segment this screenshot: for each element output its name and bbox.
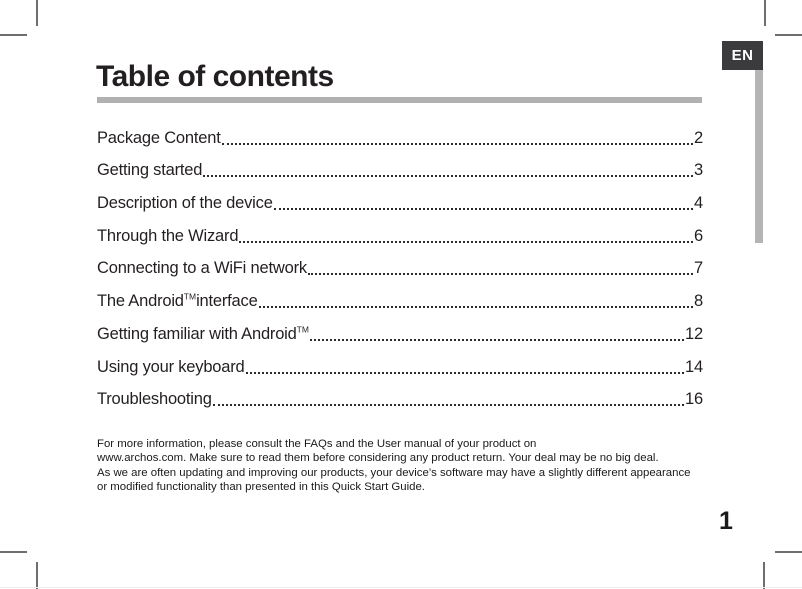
toc-entry-label: Troubleshooting: [97, 390, 212, 409]
toc-entry-page-number: 6: [694, 226, 703, 245]
toc-entry-description-of-device: [97, 185, 703, 218]
toc-entry-page-number: 3: [694, 161, 703, 180]
toc-entry-label: Getting familiar with Android™: [97, 324, 309, 343]
crop-mark-top-right-vertical: [764, 0, 766, 26]
dot-leader: [246, 355, 685, 374]
dot-leader: [213, 387, 684, 406]
toc-entry-getting-started: [97, 153, 703, 186]
toc-entry-package-content: [97, 120, 703, 153]
footer-note-line: or modified functionality than presented in this Quick Start Guide.: [97, 481, 425, 494]
toc-entry-through-the-wizard: [97, 218, 703, 251]
crop-mark-top-left-horizontal: [0, 34, 27, 36]
trademark-superscript: TM: [183, 291, 197, 302]
toc-entry-troubleshooting: [97, 382, 703, 415]
footer-note-line: As we are often updating and improving our products, your device’s software may have a slightly different appearance: [97, 466, 691, 479]
toc-entry-android-interface: [97, 283, 703, 316]
toc-entry-page-number: 12: [685, 324, 703, 343]
toc-entry-using-keyboard: [97, 349, 703, 382]
toc-entry-label: Getting started: [97, 161, 203, 180]
toc-entry-label: Connecting to a WiFi network: [97, 259, 307, 278]
crop-mark-bottom-left-horizontal: [0, 551, 27, 553]
toc-entry-connecting-wifi: [97, 251, 703, 284]
dot-leader: [274, 191, 693, 210]
language-badge-label: EN: [731, 47, 754, 64]
page-bottom-edge: [0, 587, 802, 588]
table-of-contents: [97, 120, 703, 414]
crop-mark-top-left-vertical: [36, 0, 38, 26]
toc-entry-page-number: 4: [694, 194, 703, 213]
toc-entry-page-number: 2: [694, 128, 703, 147]
toc-entry-label: Through the Wizard: [97, 226, 239, 245]
footer-note-line: For more information, please consult the FAQs and the User manual of your product on: [97, 438, 537, 450]
crop-mark-bottom-right-vertical: [763, 562, 765, 589]
dot-leader: [308, 256, 693, 275]
toc-entry-label: The Android™interface: [97, 291, 258, 311]
toc-entry-label: Using your keyboard: [97, 357, 245, 376]
dot-leader: [310, 322, 684, 341]
toc-entry-page-number: 8: [694, 292, 703, 311]
page-number: 1: [719, 507, 733, 535]
toc-entry-page-number: 14: [685, 357, 703, 376]
title-underline-rule: [97, 97, 702, 103]
toc-entry-page-number: 7: [694, 259, 703, 278]
page-title: Table of contents: [96, 60, 334, 93]
side-accent-bar: [755, 70, 763, 243]
footer-note: [97, 437, 737, 495]
dot-leader: [239, 224, 693, 243]
toc-entry-familiar-with-android: [97, 316, 703, 349]
toc-entry-label: Package Content: [97, 128, 221, 147]
dot-leader: [222, 126, 693, 145]
crop-mark-bottom-left-vertical: [36, 562, 38, 589]
dot-leader: [203, 158, 693, 177]
footer-note-line: www.archos.com. Make sure to read them before considering any product return. Your deal may be no big deal.: [97, 452, 659, 465]
toc-entry-label: Description of the device: [97, 194, 273, 213]
trademark-superscript: TM: [296, 324, 309, 335]
dot-leader: [259, 289, 693, 308]
language-badge: [722, 41, 763, 70]
crop-mark-top-right-horizontal: [775, 34, 802, 36]
crop-mark-bottom-right-horizontal: [775, 551, 802, 553]
toc-entry-page-number: 16: [685, 390, 703, 409]
